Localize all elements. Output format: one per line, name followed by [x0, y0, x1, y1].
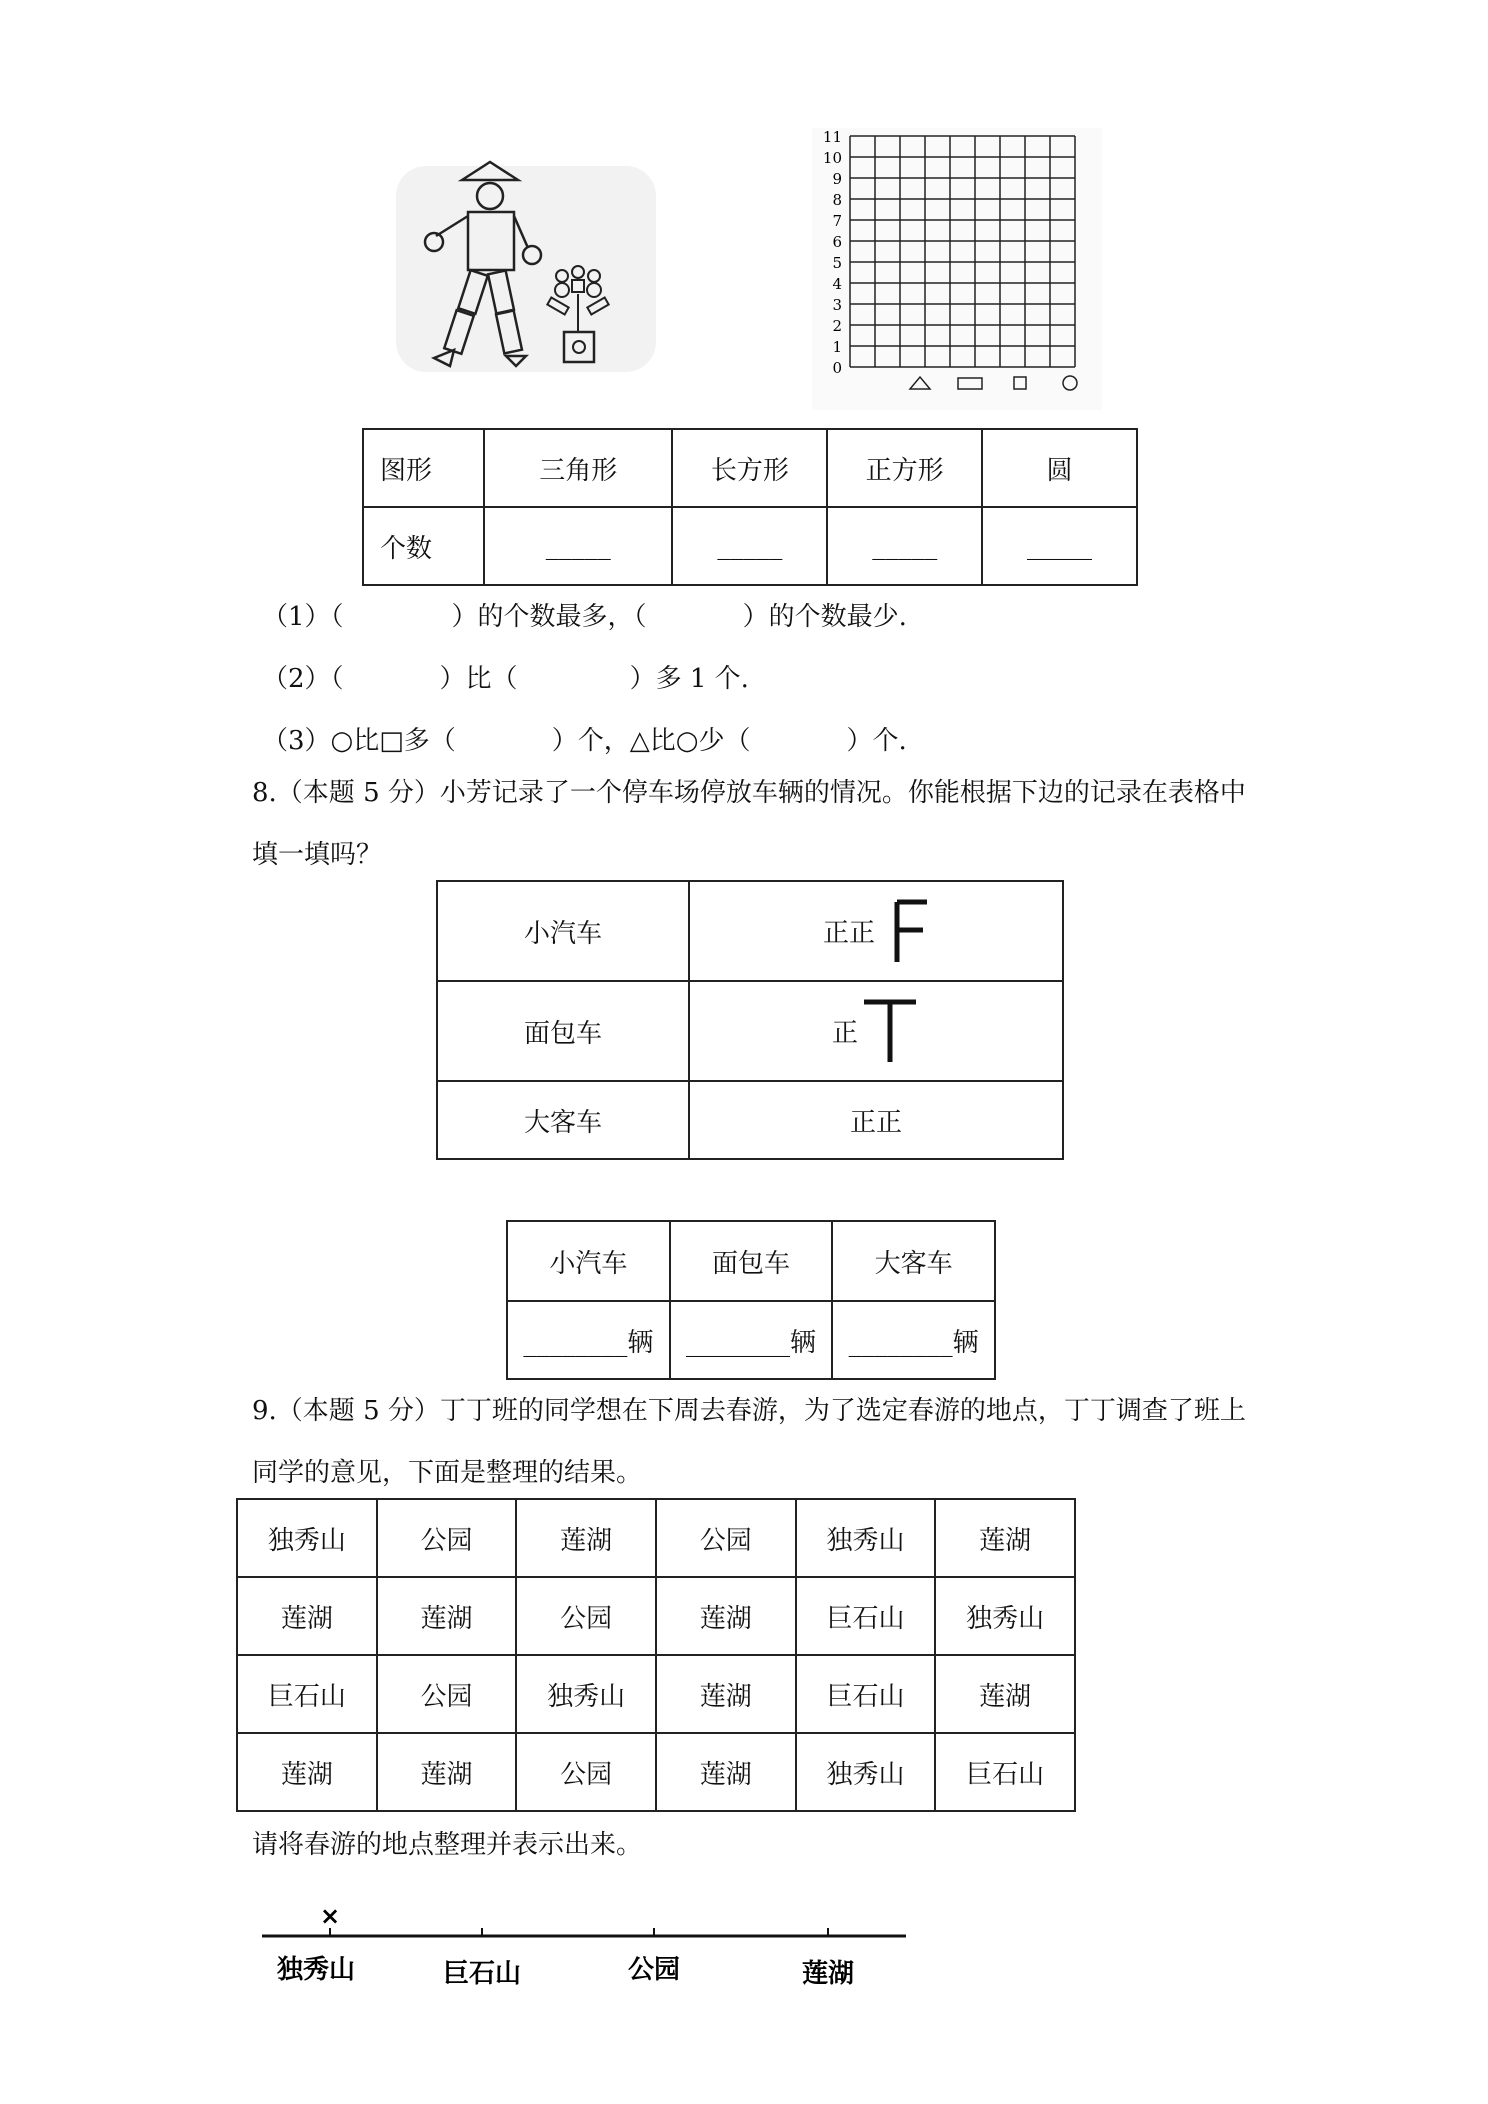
- grid-y-label: 2: [832, 317, 842, 335]
- blank-circle-count[interactable]: [982, 507, 1137, 585]
- row-label-count: 个数: [363, 507, 484, 585]
- survey-cell: 莲湖: [237, 1577, 377, 1655]
- header-rectangle: 长方形: [672, 429, 827, 507]
- blank-bar-grid: [812, 128, 1102, 410]
- survey-cell: 独秀山: [516, 1655, 656, 1733]
- survey-cell: 公园: [377, 1499, 517, 1577]
- axis-label-lianhu: 莲湖: [801, 1959, 855, 1989]
- tally-van: 正: [689, 981, 1063, 1081]
- grid-y-label: 0: [832, 359, 842, 377]
- shape-count-table: [362, 428, 1138, 586]
- vehicle-car: 小汽车: [437, 881, 689, 981]
- answer-header-car: 小汽车: [507, 1221, 670, 1301]
- blank-square-count[interactable]: [827, 507, 982, 585]
- tally-x-mark: ×: [319, 1902, 341, 1930]
- q7-line1: （1）（ ）的个数最多，（ ）的个数最少.: [262, 602, 907, 632]
- axis-label-duxiushan: 独秀山: [276, 1955, 356, 1985]
- blank-triangle-count[interactable]: [484, 507, 672, 585]
- survey-cell: 莲湖: [516, 1499, 656, 1577]
- blank-line: _____: [545, 531, 611, 561]
- q7-line3: （3）○比□多（ ）个，△比○少（ ）个.: [262, 726, 907, 756]
- survey-cell: 莲湖: [377, 1733, 517, 1811]
- answer-header-bus: 大客车: [832, 1221, 995, 1301]
- grid-y-label: 11: [822, 128, 842, 146]
- tally-car: 正正: [689, 881, 1063, 981]
- q9-prompt-line2: 同学的意见，下面是整理的结果。: [252, 1458, 643, 1488]
- survey-row: [237, 1733, 1075, 1811]
- header-circle: 圆: [982, 429, 1137, 507]
- survey-cell: 巨石山: [796, 1655, 936, 1733]
- axis-label-park: 公园: [627, 1955, 681, 1985]
- q9-prompt-line1: 9.（本题 5 分）丁丁班的同学想在下周去春游，为了选定春游的地点，丁丁调查了班上: [252, 1396, 1246, 1426]
- survey-cell: 公园: [516, 1733, 656, 1811]
- survey-cell: 巨石山: [796, 1577, 936, 1655]
- partial-tally-mark: [875, 898, 929, 964]
- survey-cell: 莲湖: [377, 1577, 517, 1655]
- grid-y-label: 8: [832, 191, 842, 209]
- vehicle-bus: 大客车: [437, 1081, 689, 1159]
- survey-row: [237, 1499, 1075, 1577]
- survey-cell: 独秀山: [237, 1499, 377, 1577]
- shape-robot-figure: [388, 152, 668, 382]
- grid-y-label: 5: [832, 254, 842, 272]
- header-square: 正方形: [827, 429, 982, 507]
- blank-line: _____: [717, 531, 783, 561]
- survey-cell: 莲湖: [935, 1655, 1075, 1733]
- survey-cell: 莲湖: [656, 1655, 796, 1733]
- blank-line: _____: [1027, 531, 1093, 561]
- survey-cell: 巨石山: [237, 1655, 377, 1733]
- q8-prompt-line2: 填一填吗？: [252, 840, 383, 870]
- survey-cell: 公园: [656, 1499, 796, 1577]
- survey-cell: 莲湖: [656, 1733, 796, 1811]
- survey-cell: 独秀山: [935, 1577, 1075, 1655]
- blank-rectangle-count[interactable]: [672, 507, 827, 585]
- answer-blank-bus[interactable]: ________辆: [832, 1301, 995, 1379]
- tally-bus: 正正: [689, 1081, 1063, 1159]
- survey-row: [237, 1577, 1075, 1655]
- partial-tally-mark: [858, 998, 920, 1064]
- grid-y-label: 9: [832, 170, 842, 188]
- grid-y-label: 1: [832, 338, 842, 356]
- vehicle-answer-table: [506, 1220, 996, 1380]
- survey-cell: 巨石山: [935, 1733, 1075, 1811]
- tally-table: [436, 880, 1064, 1160]
- survey-cell: 独秀山: [796, 1733, 936, 1811]
- q9-instruction: 请将春游的地点整理并表示出来。: [252, 1830, 643, 1860]
- blank-line: _____: [872, 531, 938, 561]
- grid-y-label: 10: [822, 149, 842, 167]
- survey-cell: 莲湖: [656, 1577, 796, 1655]
- survey-cell: 独秀山: [796, 1499, 936, 1577]
- survey-row: [237, 1655, 1075, 1733]
- survey-cell: 莲湖: [237, 1733, 377, 1811]
- grid-y-label: 3: [832, 296, 842, 314]
- survey-cell: 公园: [377, 1655, 517, 1733]
- survey-cell: 公园: [516, 1577, 656, 1655]
- header-triangle: 三角形: [484, 429, 672, 507]
- answer-blank-car[interactable]: ________辆: [507, 1301, 670, 1379]
- survey-cell: 莲湖: [935, 1499, 1075, 1577]
- grid-y-label: 4: [832, 275, 842, 293]
- answer-blank-van[interactable]: ________辆: [670, 1301, 833, 1379]
- location-axis: [256, 1900, 916, 2010]
- q7-line2: （2）（ ）比（ ）多 1 个.: [262, 664, 749, 694]
- vehicle-van: 面包车: [437, 981, 689, 1081]
- grid-y-label: 7: [832, 212, 842, 230]
- grid-y-label: 6: [832, 233, 842, 251]
- survey-table: [236, 1498, 1076, 1812]
- q8-prompt-line1: 8.（本题 5 分）小芳记录了一个停车场停放车辆的情况。你能根据下边的记录在表格中: [252, 778, 1246, 808]
- answer-header-van: 面包车: [670, 1221, 833, 1301]
- axis-label-jushishan: 巨石山: [442, 1959, 522, 1989]
- header-shape: 图形: [363, 429, 484, 507]
